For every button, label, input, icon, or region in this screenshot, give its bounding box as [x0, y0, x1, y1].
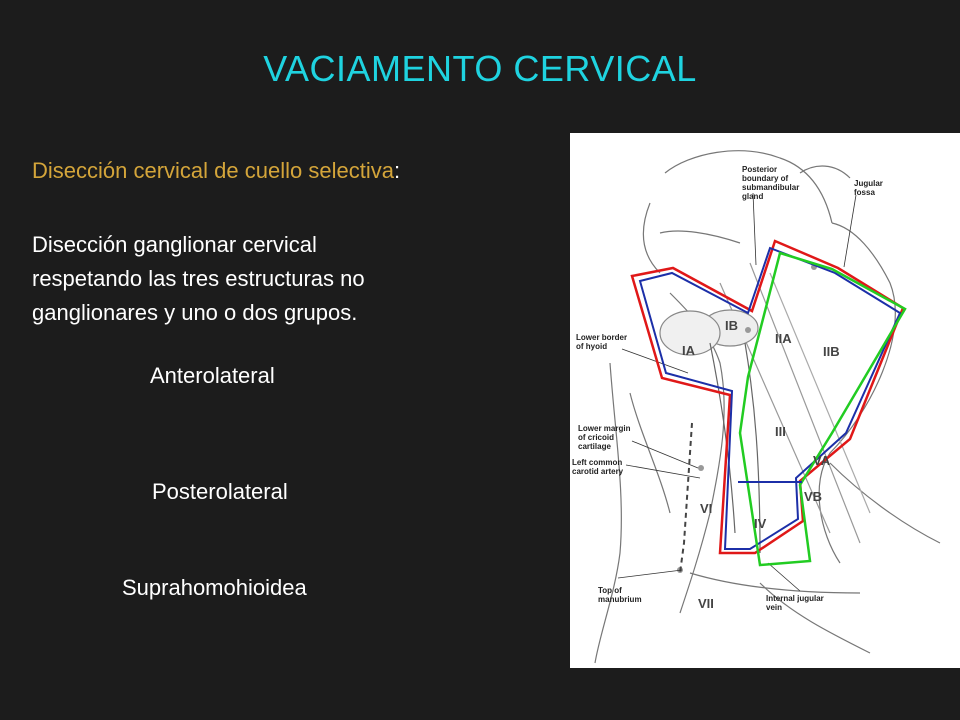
zone-iib: IIB: [823, 344, 840, 359]
label-line: manubrium: [598, 595, 642, 604]
label-line: Internal jugular: [766, 594, 824, 603]
label-posterior-boundary: [742, 165, 799, 201]
label-line: Posterior: [742, 165, 778, 174]
zone-vii: VII: [698, 596, 714, 611]
description-line: ganglionares y uno o dos grupos.: [32, 300, 358, 325]
label-left-common-carotid: [572, 458, 624, 476]
zone-vb: VB: [804, 489, 823, 504]
label-lower-border-hyoid: [576, 333, 627, 351]
zone-ib: IB: [725, 318, 738, 333]
label-line: Lower border: [576, 333, 628, 342]
subtitle-colon: :: [393, 158, 401, 183]
label-line: Lower margin: [578, 424, 631, 433]
slide-title: VACIAMENTO CERVICAL: [263, 48, 697, 89]
zone-va: VA: [813, 453, 831, 468]
label-line: Jugular: [854, 179, 883, 188]
label-line: Top of: [598, 586, 622, 595]
label-line: fossa: [854, 188, 875, 197]
description-paragraph: [32, 228, 532, 330]
label-internal-jugular: [766, 594, 824, 612]
label-line: submandibular: [742, 183, 800, 192]
zone-iii: III: [775, 424, 786, 439]
midline-dashed: [680, 423, 692, 573]
description-line: Disección ganglionar cervical: [32, 232, 317, 257]
label-lower-margin-cricoid: [578, 424, 631, 451]
neck-levels-illustration: [570, 133, 960, 668]
label-jugular-fossa: [854, 179, 883, 197]
label-line: vein: [766, 603, 783, 612]
leader-lines: [618, 193, 856, 591]
label-line: gland: [742, 192, 764, 201]
label-line: of cricoid: [578, 433, 615, 442]
subtitle-text: Disección cervical de cuello selectiva: [32, 158, 394, 183]
option-anterolateral: Anterolateral: [150, 363, 275, 388]
label-line: cartilage: [578, 442, 611, 451]
label-line: of hyoid: [576, 342, 608, 351]
label-line: Left common: [572, 458, 623, 467]
zone-vi: VI: [700, 501, 713, 516]
label-line: carotid artery: [572, 467, 624, 476]
neck-anatomy-sketch: [595, 151, 940, 663]
option-posterolateral: Posterolateral: [152, 479, 288, 504]
zone-ia: IA: [682, 343, 695, 358]
zone-iv: IV: [754, 516, 767, 531]
zone-iia: IIA: [775, 331, 792, 346]
description-line: respetando las tres estructuras no: [32, 266, 365, 291]
slide-subtitle: [32, 158, 400, 184]
option-suprahomohioidea: Suprahomohioidea: [122, 575, 307, 600]
label-line: boundary of: [742, 174, 789, 183]
label-top-manubrium: [598, 586, 642, 604]
neck-diagram-svg: [570, 133, 960, 668]
